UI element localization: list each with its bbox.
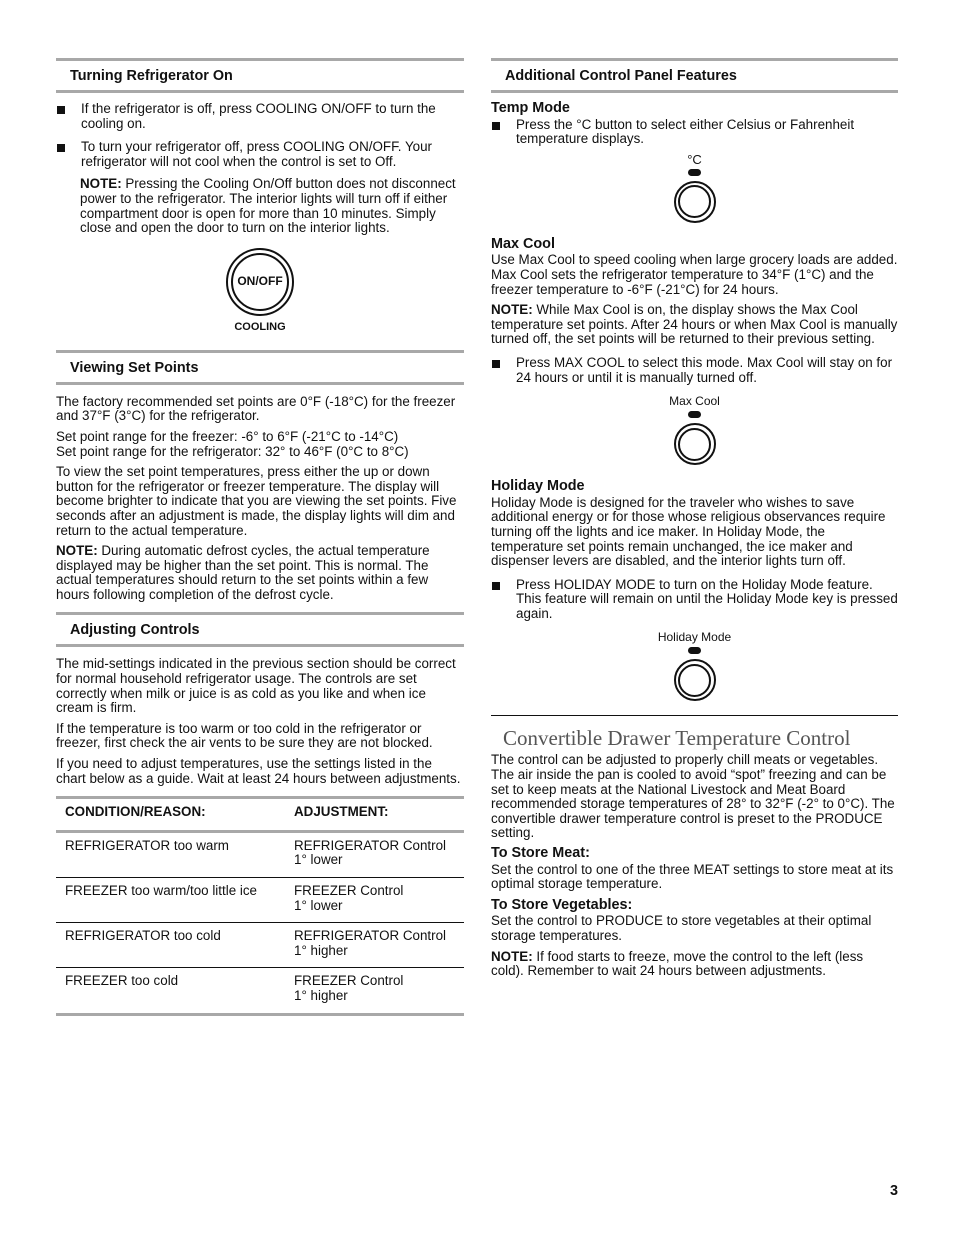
store-meat-title: To Store Meat: bbox=[491, 845, 590, 862]
max-cool-title: Max Cool bbox=[491, 235, 555, 252]
temp-mode-title: Temp Mode bbox=[491, 100, 570, 116]
round-button-icon bbox=[674, 181, 716, 223]
section-heading-viewing: Viewing Set Points bbox=[56, 350, 464, 385]
convertible-drawer-title: Convertible Drawer Temperature Control bbox=[491, 715, 898, 750]
section-heading-turning-on: Turning Refrigerator On bbox=[56, 58, 464, 93]
table-row: FREEZER too warm/too little ice FREEZER Control 1° lower bbox=[56, 878, 464, 923]
indicator-led-icon bbox=[688, 169, 701, 176]
on-off-button-icon: ON/OFF bbox=[226, 248, 294, 316]
bullet-item: Press MAX COOL to select this mode. Max Cool will stay on for 24 hours or until it is manually turned off. bbox=[491, 356, 898, 385]
holiday-mode-button-figure: Holiday Mode bbox=[491, 631, 898, 701]
page-number: 3 bbox=[889, 1183, 898, 1199]
right-column: Additional Control Panel Features Temp Mode Press the °C button to select either Celsius or Fahrenheit temperature displays. °C Max Cool Use Max Cool to speed cooling when large grocery loads are added. Max Cool sets the refrigerator temperature to 34°F (1°C) and the freezer temperature to -6°F (-21°C) for 24 hours. NOTE: While Max Cool is on, the display shows the Max Cool temperature set points. After 24 hours or when Max Cool is manually turned off, the set points will be returned to their previous setting. Press MAX COOL to select this mode. Max Cool will stay on for 24 hours or until it is manually turned off. Max Cool Holiday Mode Holiday Mode is designed for the traveler who wishes to save additional energy or for those whose religious observances require turning off the lights and ice maker. In Holiday Mode, the temperature set points remain unchanged, the ice maker and dispenser levers are disabled, and the interior lights turn off. Press HOLIDAY MODE to turn on the Holiday Mode feature. This feature will remain on until the Holiday Mode key is pressed again. Holiday Mode Convertible Drawer Temperature Control The control can be adjusted to properly chill meats or vegetables. The air inside the pan is cooled to avoid “spot” freezing and can be set to keep meats at the National Livestock and Meat Board recommended storage temperatures of 28° to 32°F (-2° to 0°C). The convertible drawer temperature control is preset to the PRODUCE setting. To Store Meat: Set the control to one of the three MEAT settings to store meat at its optimal storage temperature. To Store Vegetables: Set the control to PRODUCE to store vegetables at their optimal storage temperatures. NOTE: If food starts to freeze, move the control to the left (less cold). Remember to wait 24 hours between adjustments. bbox=[491, 58, 898, 979]
bullet-item: If the refrigerator is off, press COOLING ON/OFF to turn the cooling on. bbox=[56, 102, 464, 131]
cooling-on-off-button-figure: ON/OFF COOLING bbox=[56, 248, 464, 340]
section-heading-additional: Additional Control Panel Features bbox=[491, 58, 898, 93]
indicator-led-icon bbox=[688, 647, 701, 654]
bullet-square-icon bbox=[492, 122, 500, 130]
max-cool-button-figure: Max Cool bbox=[491, 395, 898, 465]
bullet-square-icon bbox=[492, 582, 500, 590]
round-button-icon bbox=[674, 659, 716, 701]
table-row: REFRIGERATOR too warm REFRIGERATOR Control 1° lower bbox=[65, 837, 447, 868]
set-point-ranges: Set point range for the freezer: -6° to 6°F (-21°C to -14°C) Set point range for the refrigerator: 32° to 46°F (0°C to 8°C) bbox=[56, 428, 409, 459]
bullet-square-icon bbox=[57, 144, 65, 152]
note-paragraph: NOTE: During automatic defrost cycles, the actual temperature displayed may be higher than the set point. This is normal. The actual temperatures should return to the set points within a few hours following completion of the defrost cycle. bbox=[56, 543, 430, 602]
indicator-led-icon bbox=[688, 411, 701, 418]
bullet-square-icon bbox=[57, 106, 65, 114]
round-button-icon bbox=[674, 423, 716, 465]
note-paragraph: NOTE: If food starts to freeze, move the control to the left (less cold). Remember to wait 24 hours between adjustments. bbox=[491, 948, 864, 979]
bullet-item: Press the °C button to select either Celsius or Fahrenheit temperature displays. bbox=[491, 118, 898, 147]
section-heading-adjusting: Adjusting Controls bbox=[56, 612, 464, 647]
holiday-mode-title: Holiday Mode bbox=[491, 478, 585, 495]
bullet-square-icon bbox=[492, 360, 500, 368]
store-vegetables-title: To Store Vegetables: bbox=[491, 896, 633, 913]
note-paragraph: NOTE: Pressing the Cooling On/Off button does not disconnect power to the refrigerator. The interior lights will turn off if either compartment door is open for more than 10 minutes. Simply close and open the door to turn on the interior lights. bbox=[80, 176, 456, 236]
bullet-item: Press HOLIDAY MODE to turn on the Holiday Mode feature. This feature will remain on until the Holiday Mode key is pressed again. bbox=[491, 578, 898, 622]
bullet-item: To turn your refrigerator off, press COOLING ON/OFF. Your refrigerator will not cool when the control is set to Off. bbox=[56, 140, 464, 169]
note-paragraph: NOTE: While Max Cool is on, the display shows the Max Cool temperature set points. After 24 hours or when Max Cool is manually turned off, the set points will be returned to their previous setting. bbox=[491, 302, 898, 347]
adjustment-table bbox=[56, 796, 464, 1015]
table-row: REFRIGERATOR too cold REFRIGERATOR Control 1° higher bbox=[56, 923, 464, 968]
left-column: Turning Refrigerator On If the refrigerator is off, press COOLING ON/OFF to turn the cooling on. To turn your refrigerator off, press COOLING ON/OFF. Your refrigerator will not cool when the control is set to Off. NOTE: Pressing the Cooling On/Off button does not disconnect power to the refrigerator. The interior lights will turn off if either compartment door is open for more than 10 minutes. Simply close and open the door to turn on the interior lights. ON/OFF COOLING Viewing Set Points The factory recommended set points are 0°F (-18°C) for the freezer and 37°F (3°C) for the refrigerator. Set point range for the freezer: -6° to 6°F (-21°C to -14°C) Set point range for the refrigerator: 32° to 46°F (0°C to 8°C) To view the set point temperatures, press either the up or down button for the refrigerator or freezer temperature. The display will become brighter to indicate that you are viewing the set points. Five seconds after an adjustment is made, the display lights will dim and return to the actual temperature. NOTE: During automatic defrost cycles, the actual temperature displayed may be higher than the set point. This is normal. The actual temperatures should return to the set points within a few hours following completion of the defrost cycle. Adjusting Controls The mid-settings indicated in the previous section should be correct for normal household refrigerator usage. The controls are set correctly when milk or juice is as cold as you like and when ice cream is firm. If the temperature is too warm or too cold in the refrigerator or freezer, first check the air vents to be sure they are not blocked. If you need to adjust temperatures, use the settings listed in the chart below as a guide. Wait at least 24 hours between adjustments. CONDITION/REASON: ADJUSTMENT: REFRIGERATOR too warm REFRIGERATOR Control 1° lower FREEZER too warm/too little ice FREEZER Control 1° lower REFRIGERATOR too cold REFRIGERATOR Control 1° higher FREEZER too cold FREEZER Control 1° higher bbox=[56, 58, 464, 1016]
table-row: FREEZER too cold FREEZER Control 1° higher bbox=[56, 968, 464, 1014]
temp-mode-button-figure: °C bbox=[491, 153, 898, 223]
table-header-row: CONDITION/REASON: ADJUSTMENT: bbox=[56, 798, 464, 832]
